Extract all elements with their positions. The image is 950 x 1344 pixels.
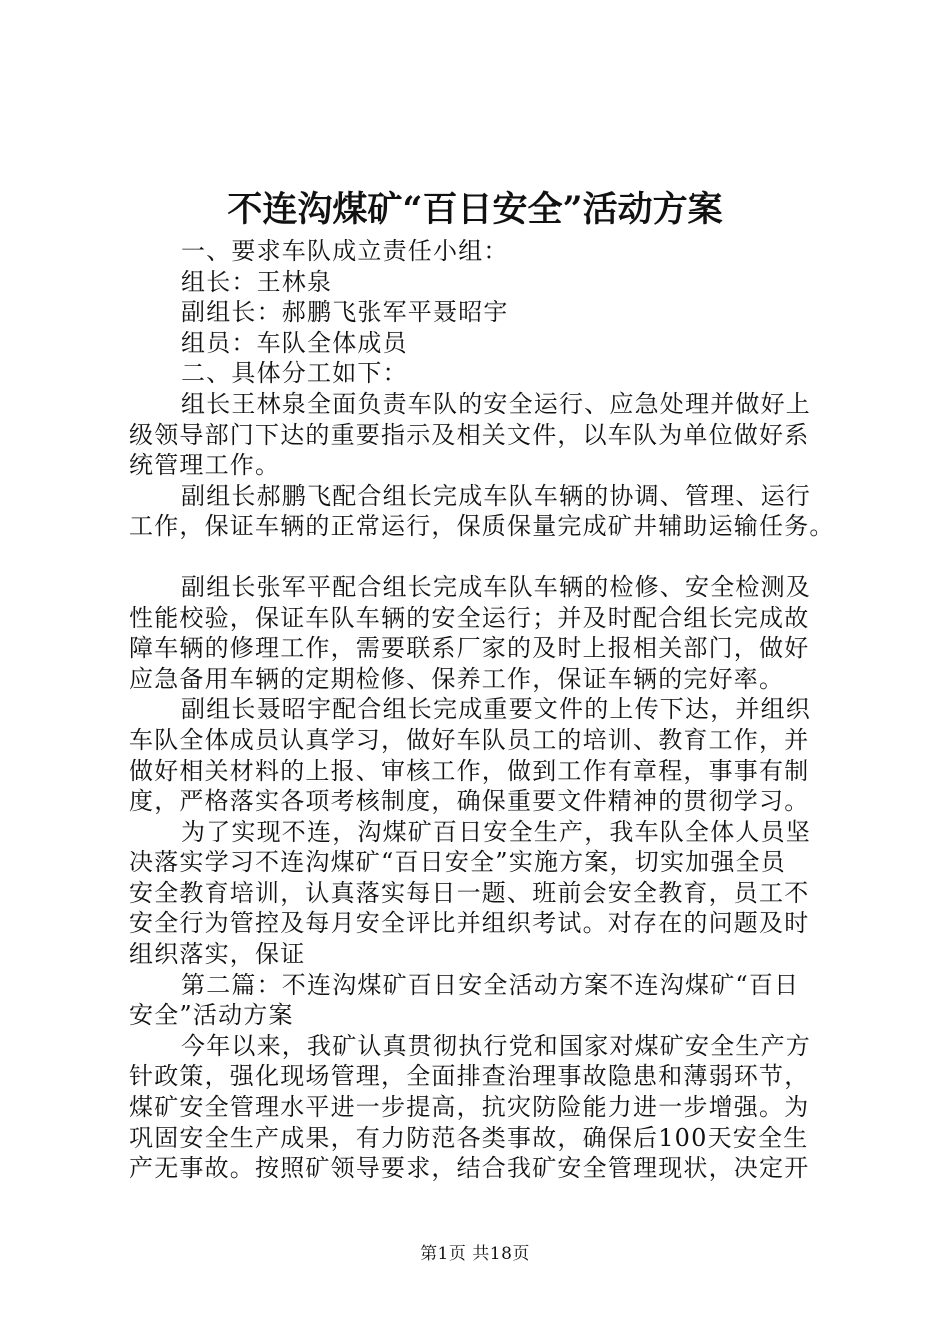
document-body xyxy=(129,236,835,1184)
text-line: 性能校验，保证车队车辆的安全运行；并及时配合组长完成故 xyxy=(129,603,810,632)
text-line: 煤矿安全管理水平进一步提高，抗灾防险能力进一步增强。为 xyxy=(129,1093,810,1122)
text-line: 做好相关材料的上报、审核工作，做到工作有章程，事事有制 xyxy=(129,756,810,785)
text-line: 安全”活动方案 xyxy=(129,1001,294,1030)
text-line: 级领导部门下达的重要指示及相关文件，以车队为单位做好系 xyxy=(129,420,810,449)
text-line: 统管理工作。 xyxy=(129,451,281,480)
text-line: 二、具体分工如下： xyxy=(181,359,408,388)
document-title: 不连沟煤矿“百日安全”活动方案 xyxy=(227,189,723,230)
text-line: 副组长郝鹏飞配合组长完成车队车辆的协调、管理、运行 xyxy=(181,481,811,510)
text-line: 组长王林泉全面负责车队的安全运行、应急处理并做好上 xyxy=(181,389,811,418)
text-line: 安全行为管控及每月安全评比并组织考试。对存在的问题及时 xyxy=(129,909,810,938)
text-line: 应急备用车辆的定期检修、保养工作，保证车辆的完好率。 xyxy=(129,664,785,693)
text-line: 巩固安全生产成果，有力防范各类事故，确保后100天安全生 xyxy=(129,1123,809,1152)
page-footer: 第1页 共18页 xyxy=(420,1244,530,1264)
text-line: 针政策，强化现场管理，全面排查治理事故隐患和薄弱环节， xyxy=(129,1062,810,1091)
text-line: 决落实学习不连沟煤矿“百日安全”实施方案，切实加强全员 xyxy=(129,848,786,877)
text-line: 组员：车队全体成员 xyxy=(181,328,408,357)
text-line: 障车辆的修理工作，需要联系厂家的及时上报相关部门，做好 xyxy=(129,634,810,663)
text-line: 副组长：郝鹏飞张军平聂昭宇 xyxy=(181,298,509,327)
paragraph-gap xyxy=(129,542,831,572)
text-line: 工作，保证车辆的正常运行，保质保量完成矿井辅助运输任务。 xyxy=(129,512,835,541)
text-line: 产无事故。按照矿领导要求，结合我矿安全管理现状，决定开 xyxy=(129,1154,810,1183)
text-line: 今年以来，我矿认真贯彻执行党和国家对煤矿安全生产方 xyxy=(181,1031,811,1060)
text-line: 度，严格落实各项考核制度，确保重要文件精神的贯彻学习。 xyxy=(129,787,810,816)
text-line: 安全教育培训，认真落实每日一题、班前会安全教育，员工不 xyxy=(129,878,810,907)
text-line: 车队全体成员认真学习，做好车队员工的培训、教育工作，并 xyxy=(129,725,810,754)
text-line: 为了实现不连，沟煤矿百日安全生产，我车队全体人员坚 xyxy=(181,817,811,846)
text-line: 一、要求车队成立责任小组： xyxy=(181,237,509,265)
text-line: 副组长聂昭宇配合组长完成重要文件的上传下达，并组织 xyxy=(181,695,811,724)
text-line: 组织落实，保证 xyxy=(129,940,306,969)
text-line: 第二篇：不连沟煤矿百日安全活动方案不连沟煤矿“百日 xyxy=(181,970,800,999)
text-line: 副组长张军平配合组长完成车队车辆的检修、安全检测及 xyxy=(181,572,811,601)
text-line: 组长：王林泉 xyxy=(181,267,333,296)
